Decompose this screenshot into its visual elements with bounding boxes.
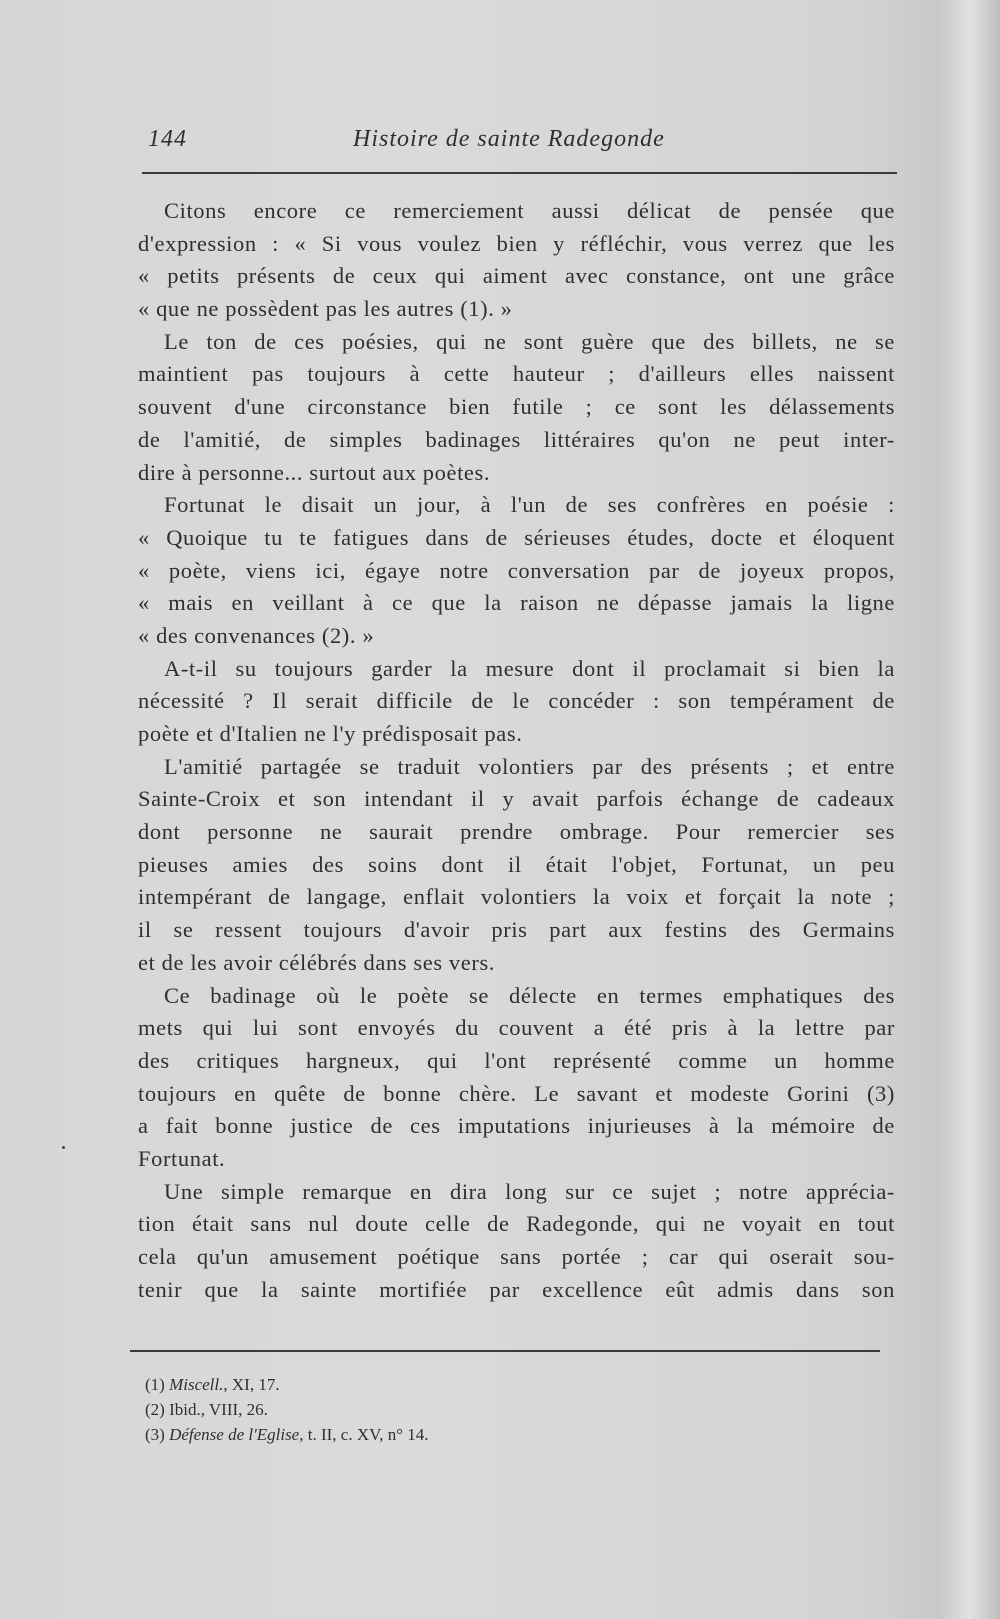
text-line: tenir que la sainte mortifiée par excellence eût admis dans son [138,1276,895,1302]
footnotes [145,1372,645,1447]
footnote-title: Miscell. [169,1375,224,1394]
footnote-text: Ibid., VIII, 26. [169,1400,268,1419]
text-line: toujours en quête de bonne chère. Le savant et modeste Gorini (3) [138,1080,895,1106]
running-title: Histoire de sainte Radegonde [353,126,665,152]
text-line: dire à personne... surtout aux poètes. [138,459,491,485]
text-line: a fait bonne justice de ces imputations injurieuses à la mémoire de [138,1113,895,1139]
text-line: tion était sans nul doute celle de Radegonde, qui ne voyait en tout [138,1211,895,1237]
text-line: il se ressent toujours d'avoir pris part aux festins des Germains [138,917,895,943]
footnote-rule [130,1350,880,1352]
text-line: A-t-il su toujours garder la mesure dont il proclamait si bien la [164,655,895,681]
text-line: de l'amitié, de simples badinages littéraires qu'on ne peut inter- [138,426,895,452]
text-line: « petits présents de ceux qui aiment avec constance, ont une grâce [138,263,895,289]
text-line: mets qui lui sont envoyés du couvent a été pris à la lettre par [138,1015,895,1041]
footnote [145,1397,645,1422]
footnote-text: , XI, 17. [223,1375,280,1394]
text-line: « que ne possèdent pas les autres (1). » [138,296,513,322]
footnote-marker: (2) [145,1400,165,1419]
text-line: pieuses amies des soins dont il était l'objet, Fortunat, un peu [138,851,895,877]
text-line: Fortunat. [138,1145,226,1171]
page-number: 144 [148,126,187,152]
body-text [138,195,895,1306]
text-line: Fortunat le disait un jour, à l'un de ses confrères en poésie : [164,492,895,518]
text-line: et de les avoir célébrés dans ses vers. [138,949,496,975]
footnote-marker: (3) [145,1425,165,1444]
text-line: souvent d'une circonstance bien futile ; ce sont les délassements [138,394,895,420]
footnote-text: , t. II, c. XV, n° 14. [299,1425,429,1444]
text-line: « des convenances (2). » [138,622,375,648]
text-line: intempérant de langage, enflait volontiers la voix et forçait la note ; [138,884,895,910]
text-line: nécessité ? Il serait difficile de le concéder : son tempérament de [138,688,895,714]
footnote-marker: (1) [145,1375,165,1394]
text-line: d'expression : « Si vous voulez bien y réfléchir, vous verrez que les [138,230,895,256]
footnote-title: Défense de l'Eglise [169,1425,300,1444]
text-line: Une simple remarque en dira long sur ce sujet ; notre apprécia- [164,1178,895,1204]
text-line: des critiques hargneux, qui l'ont représenté comme un homme [138,1047,895,1073]
text-line: « Quoique tu te fatigues dans de sérieuses études, docte et éloquent [138,524,895,550]
footnote [145,1422,645,1447]
footnote [145,1372,645,1397]
header-rule [142,172,897,174]
text-line: poète et d'Italien ne l'y prédisposait pas. [138,721,523,746]
text-line: dont personne ne saurait prendre ombrage. Pour remercier ses [138,819,895,845]
stray-ink-dot [62,1146,65,1149]
text-line: Sainte-Croix et son intendant il y avait parfois échange de cadeaux [138,786,895,812]
text-line: « mais en veillant à ce que la raison ne dépasse jamais la ligne [138,590,895,616]
text-line: Le ton de ces poésies, qui ne sont guère que des billets, ne se [164,328,895,354]
text-line: maintient pas toujours à cette hauteur ; d'ailleurs elles naissent [138,361,895,387]
text-line: Citons encore ce remerciement aussi délicat de pensée que [164,198,895,223]
text-line: « poète, viens ici, égaye notre conversation par de joyeux propos, [138,557,895,583]
running-head [148,120,898,160]
text-line: L'amitié partagée se traduit volontiers par des présents ; et entre [164,753,895,779]
text-line: Ce badinage où le poète se délecte en termes emphatiques des [164,982,895,1008]
text-line: cela qu'un amusement poétique sans portée ; car qui oserait sou- [138,1244,895,1269]
